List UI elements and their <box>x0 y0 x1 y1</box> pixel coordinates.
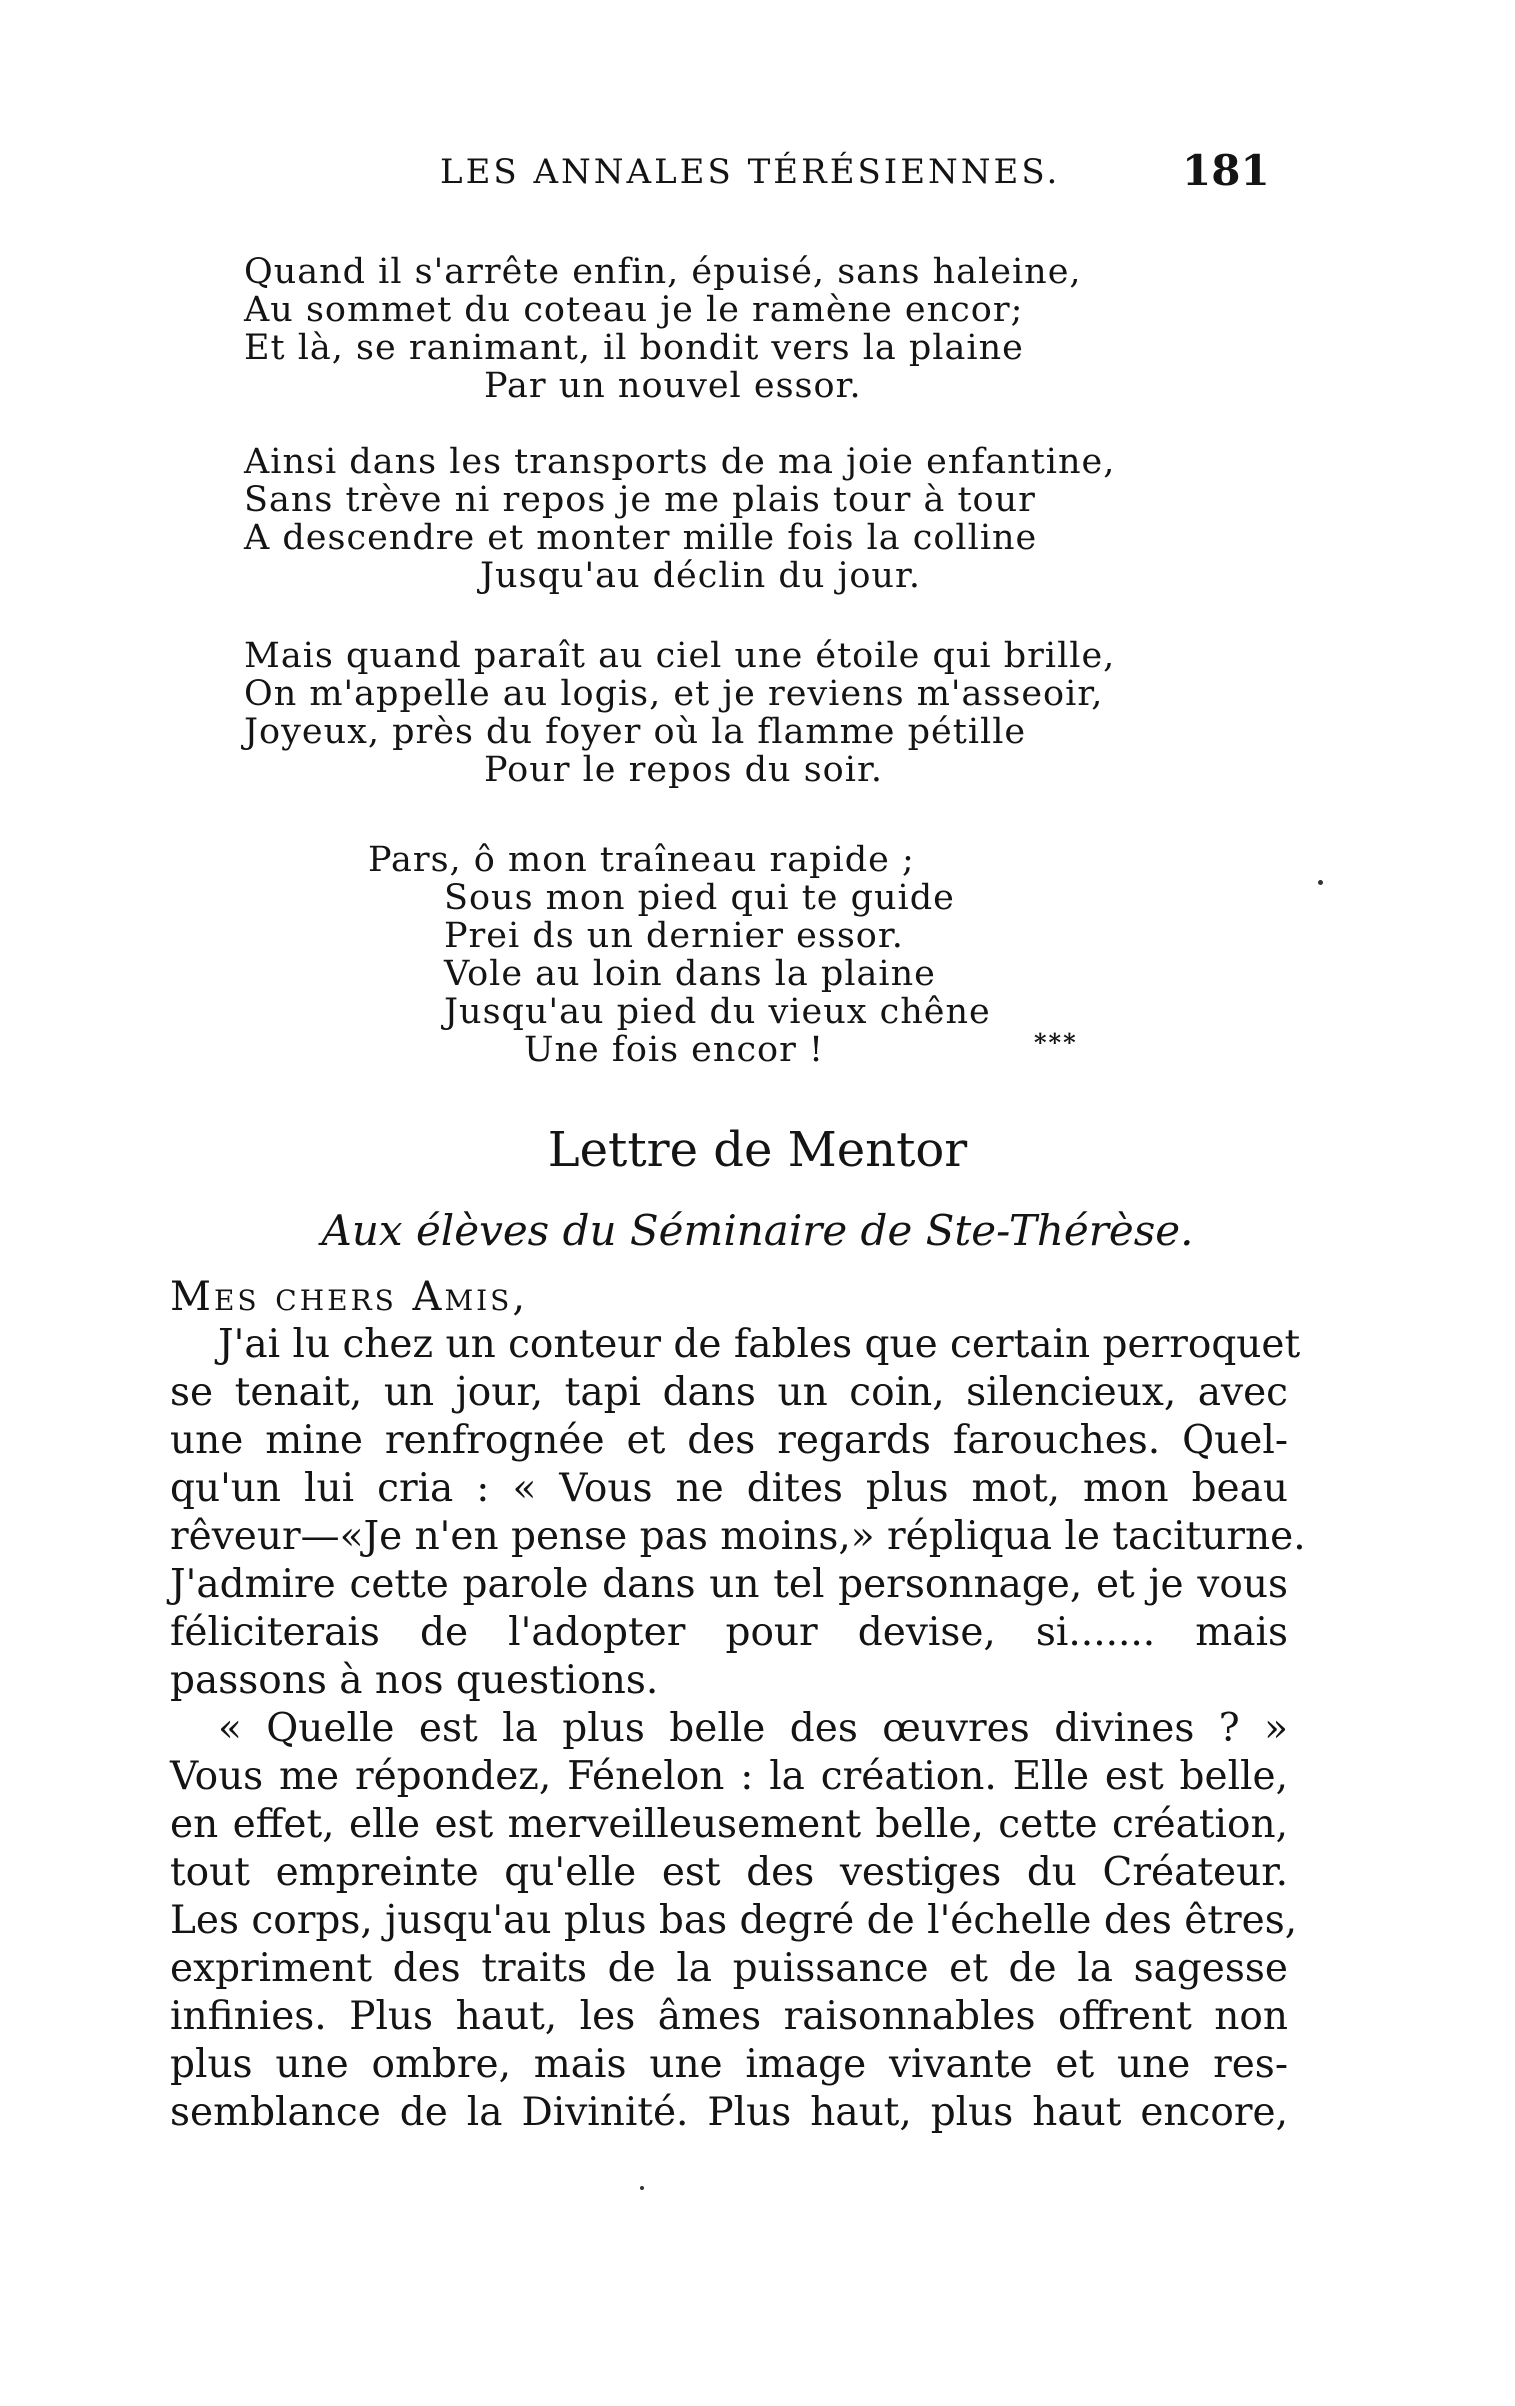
poem-line: Prei ds un dernier essor. <box>444 916 904 956</box>
paragraph-line: tout empreinte qu'elle est des vestiges du Créateur. <box>170 1850 1288 1895</box>
ink-speck <box>1318 880 1323 885</box>
poem-line: Par un nouvel essor. <box>484 366 862 406</box>
paragraph-line: Les corps, jusqu'au plus bas degré de l'échelle des êtres, <box>170 1898 1298 1943</box>
poem-signature: *** <box>1034 1028 1078 1057</box>
paragraph-line: expriment des traits de la puissance et de la sagesse <box>170 1946 1288 1991</box>
poem-line: Sous mon pied qui te guide <box>444 878 955 918</box>
poem-line: A descendre et monter mille fois la colline <box>244 518 1038 558</box>
poem-line: Une fois encor ! <box>524 1030 825 1070</box>
paragraph-line: passons à nos questions. <box>170 1658 659 1703</box>
paragraph-line: rêveur—«Je n'en pense pas moins,» répliqua le taciturne. <box>170 1514 1306 1559</box>
paragraph-line: J'admire cette parole dans un tel personnage, et je vous <box>170 1562 1288 1607</box>
paragraph-line: féliciterais de l'adopter pour devise, si....... mais <box>170 1610 1288 1655</box>
poem-line: On m'appelle au logis, et je reviens m'asseoir, <box>244 674 1104 714</box>
poem-line: Pour le repos du soir. <box>484 750 883 790</box>
poem-line: Sans trève ni repos je me plais tour à tour <box>244 480 1036 520</box>
ink-speck <box>640 2186 644 2190</box>
paragraph-line: une mine renfrognée et des regards farouches. Quel- <box>170 1418 1288 1463</box>
letter-subtitle: Aux élèves du Séminaire de Ste-Thérèse. <box>321 1206 1194 1255</box>
poem-line: Ainsi dans les transports de ma joie enfantine, <box>244 442 1116 482</box>
letter-title: Lettre de Mentor <box>547 1122 968 1178</box>
poem-line: Et là, se ranimant, il bondit vers la plaine <box>244 328 1024 368</box>
poem-line: Au sommet du coteau je le ramène encor; <box>244 290 1024 330</box>
paragraph-line: infinies. Plus haut, les âmes raisonnables offrent non <box>170 1994 1288 2039</box>
page-number: 181 <box>1182 146 1270 195</box>
paragraph-line: plus une ombre, mais une image vivante et une res- <box>170 2042 1288 2087</box>
paragraph-line: « Quelle est la plus belle des œuvres divines ? » <box>218 1706 1288 1751</box>
poem-line: Jusqu'au pied du vieux chêne <box>444 992 991 1032</box>
poem-line: Mais quand paraît au ciel une étoile qui brille, <box>244 636 1116 676</box>
paragraph-line: en effet, elle est merveilleusement belle, cette création, <box>170 1802 1288 1847</box>
poem-line: Quand il s'arrête enfin, épuisé, sans haleine, <box>244 252 1082 292</box>
paragraph-line: se tenait, un jour, tapi dans un coin, silencieux, avec <box>170 1370 1288 1415</box>
poem-line: Pars, ô mon traîneau rapide ; <box>368 840 915 880</box>
poem-line: Jusqu'au déclin du jour. <box>480 556 921 596</box>
poem-line: Joyeux, près du foyer où la flamme pétille <box>244 712 1027 752</box>
letter-salutation: Mes chers Amis, <box>170 1274 529 1320</box>
paragraph-line: Vous me répondez, Fénelon : la création. Elle est belle, <box>170 1754 1288 1799</box>
running-head: LES ANNALES TÉRÉSIENNES. <box>440 152 1061 192</box>
paragraph-line: J'ai lu chez un conteur de fables que certain perroquet <box>218 1322 1301 1367</box>
paragraph-line: qu'un lui cria : « Vous ne dites plus mot, mon beau <box>170 1466 1288 1511</box>
paragraph-line: semblance de la Divinité. Plus haut, plus haut encore, <box>170 2090 1288 2135</box>
poem-line: Vole au loin dans la plaine <box>444 954 936 994</box>
